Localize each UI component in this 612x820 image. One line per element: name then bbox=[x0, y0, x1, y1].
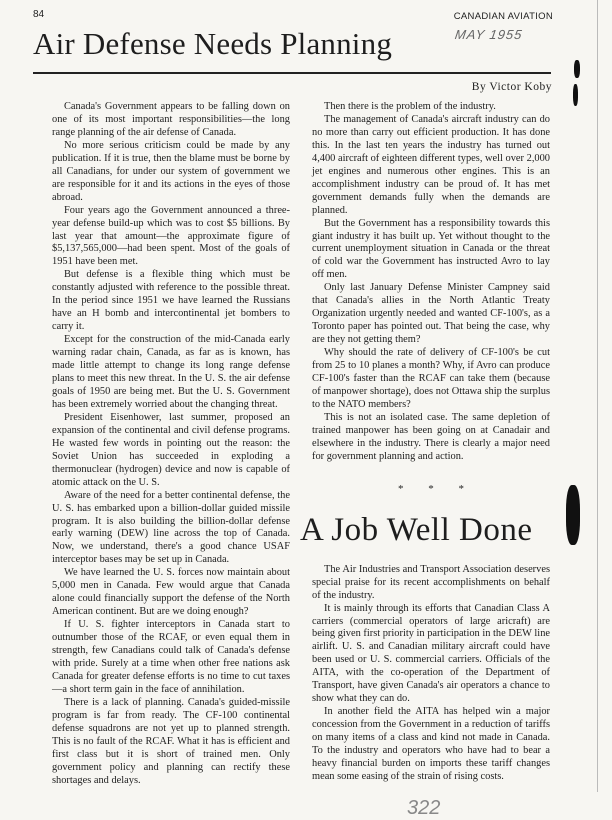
right-column bbox=[300, 101, 550, 820]
paragraph: This is not an isolated case. The same depletion of trained manpower has been going on at Canadair and elsewhere in the industry. There is clearly a major need for government planning and action. bbox=[312, 411, 550, 462]
paragraph: If U. S. fighter interceptors in Canada start to outnumber those of the RCAF, or even equal them in strength, few Canadians could talk of Canada's defense with pride. Surely at a time when other free nations ask Canada for greater defense efforts is no time to cut taxes—a short term gain in the face of annihilation. bbox=[52, 619, 290, 695]
handwritten-date: MAY 1955 bbox=[453, 27, 524, 42]
scan-mark bbox=[566, 485, 580, 545]
page-number: 84 bbox=[33, 9, 45, 20]
title-rule bbox=[33, 72, 551, 74]
page-edge bbox=[597, 0, 598, 792]
paragraph: No more serious criticism could be made by any publication. If it is true, then the blame must be borne by all Canadians, for under our system of government we are responsible for it and its actions in the eyes of those abroad. bbox=[52, 139, 290, 203]
article-column-right bbox=[312, 101, 550, 464]
paragraph: President Eisenhower, last summer, proposed an expansion of the continental and civil defense programs. He wasted few words in pointing out the reason: the Soviet Union has succeeded in exploding a thermonuclear (hydrogen) device and now is capable of atomic attack on the U. S. bbox=[52, 411, 290, 488]
paragraph: Four years ago the Government announced a three-year defense build-up which was to cost $5 billions. By last year that amount—the approximate figure of $5,137,565,000—had been spent. Most of the goals of 1951 have been met. bbox=[52, 204, 290, 268]
paragraph: There is a lack of planning. Canada's guided-missile program is far from ready. The CF-100 continental defense squadrons are not yet up to planned strength. This is no fault of the RCAF. What it has is efficient and first class but it is short of trained men. Only government policy and planning can rectify these shortages and delays. bbox=[52, 696, 290, 786]
paragraph: The management of Canada's aircraft industry can do no more than carry out efficient production. It has done this. In the last ten years the industry has turned out 4,400 aircraft of eighteen different types, well over 2,000 jet engines and numerous other engines. This is an accomplishment industry can be proud of. It has met government demands fully when the demands are planned. bbox=[312, 113, 550, 216]
paragraph: Why should the rate of delivery of CF-100's be cut from 25 to 10 planes a month? Why, if Avro can produce CF-100's faster than the RCAF can take them (because of manpower shortage), does not Ottawa ship the surplus to the NATO members? bbox=[312, 347, 550, 410]
paragraph: But defense is a flexible thing which must be constantly adjusted with reference to the possible threat. In the period since 1951 we have learned the Russians have an H bomb and intercontinental jet bombers to carry it. bbox=[52, 269, 290, 333]
byline: By Victor Koby bbox=[471, 81, 552, 93]
paragraph: Except for the construction of the mid-Canada early warning radar chain, Canada, as far as is known, has made little attempt to change its long range defense plans to meet this new threat. In the U. S. the air defense goals of 1950 are being met. But the U. S. Government has been extremely worried about the changing threat. bbox=[52, 334, 290, 410]
magazine-name: CANADIAN AVIATION bbox=[453, 11, 553, 22]
article-title: Air Defense Needs Planning bbox=[33, 26, 393, 61]
paragraph: We have learned the U. S. forces now maintain about 5,000 men in Canada. Few would argue that Canada alone could financially support the defense of the North American continent. But are we doing enough? bbox=[52, 567, 290, 618]
paragraph: Canada's Government appears to be falling down on one of its most important responsibilities—the long range planning of the air defense of Canada. bbox=[52, 101, 290, 138]
paragraph: The Air Industries and Transport Association deserves special praise for its recent accomplishments on behalf of the industry. bbox=[312, 563, 550, 601]
scan-mark bbox=[573, 84, 578, 106]
paragraph: Then there is the problem of the industry. bbox=[324, 101, 496, 112]
second-article-title: A Job Well Done bbox=[300, 511, 533, 548]
section-separator: * * * bbox=[398, 482, 464, 495]
paragraph: It is mainly through its efforts that Canadian Class A carriers (commercial operators of large aricraft) are being given first priority in participation in the DEW line airlift. U. S. and Canadian military aircraft could have been used or U. S. commercial carriers. Officials of the AITA, with the co-operation of the Department of Transport, have given Canada's air operators a chance to show what they can do. bbox=[312, 602, 550, 705]
scan-mark bbox=[574, 60, 580, 78]
article-column-left bbox=[52, 101, 290, 788]
paragraph: But the Government has a responsibility towards this giant industry it has built up. Yet without thought to the current unemployment situation in Canada or the threat of cold war the Government has instructed Avro to lay off men. bbox=[312, 217, 550, 281]
second-article-body bbox=[312, 564, 550, 784]
paragraph: In another field the AITA has helped win a major concession from the Government in a reduction of tariffs on many items of a class and kind not made in Canada. To the industry and operators who have had to bear a heavy financial burden on imports these tariff changes mean some easing of the strain of rising costs. bbox=[312, 706, 550, 782]
paragraph: Only last January Defense Minister Campney said that Canada's allies in the North Atlantic Treaty Organization urgently needed and wanted CF-100's, as a Toronto paper has pointed out. That being the case, why are they not getting them? bbox=[312, 282, 550, 346]
paragraph: Aware of the need for a better continental defense, the U. S. has embarked upon a billion-dollar guided missile program. It is also building the billion-dollar defense early warning (DEW) line across the top of Canada. Now, we understand, there's a good chance USAF interceptor bases may be set up in Canada. bbox=[52, 489, 290, 566]
handwritten-number: 322 bbox=[407, 796, 441, 819]
